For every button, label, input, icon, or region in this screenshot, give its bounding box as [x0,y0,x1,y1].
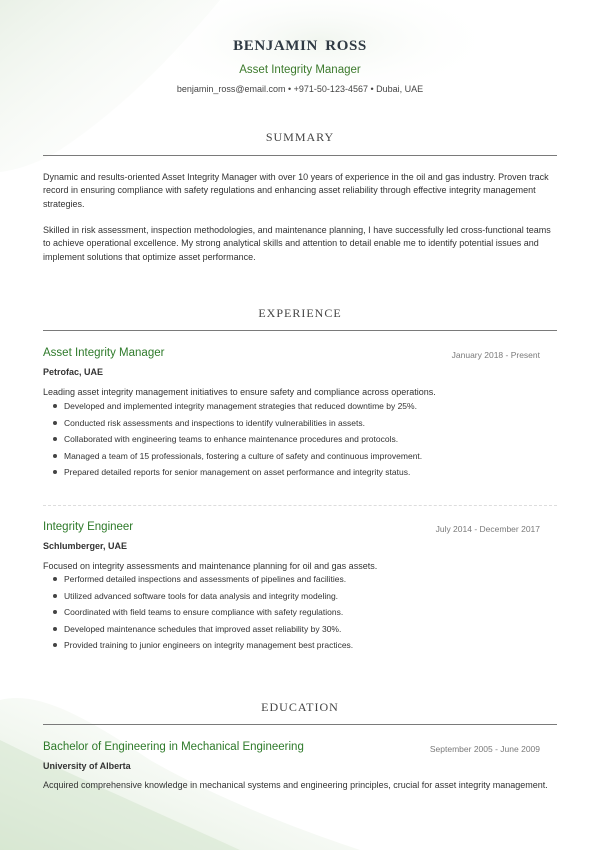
list-item: Performed detailed inspections and assessments of pipelines and facilities. [43,572,557,589]
education-divider [43,724,557,725]
bullet-icon [53,454,57,458]
list-item: Coordinated with field teams to ensure compliance with safety regulations. [43,605,557,622]
job-title: Asset Integrity Manager [43,347,165,359]
list-item: Conducted risk assessments and inspections to identify vulnerabilities in assets. [43,416,557,433]
bullet-icon [53,437,57,441]
bullet-icon [53,643,57,647]
bullet-icon [53,470,57,474]
list-item: Managed a team of 15 professionals, fostering a culture of safety and continuous improvement. [43,449,557,466]
list-item: Developed maintenance schedules that improved asset reliability by 30%. [43,622,557,639]
summary-paragraph-2: Skilled in risk assessment, inspection methodologies, and maintenance planning, I have successfully led cross-functional teams to achieve operational excellence. My strong analytical skills and attention to detail enable me to identify potential issues and implement solutions that optimize asset performance. [43,225,551,262]
job-title: Integrity Engineer [43,521,134,533]
job-bullet-list [43,572,557,655]
summary-heading: SUMMARY [265,130,335,144]
list-item: Utilized advanced software tools for data analysis and integrity modeling. [43,589,557,606]
job-intro: Focused on integrity assessments and maintenance planning for oil and gas assets. [43,561,378,571]
job-separator [43,505,557,506]
candidate-role: Asset Integrity Manager [239,64,361,76]
list-item: Provided training to junior engineers on integrity management best practices. [43,638,557,655]
degree-title: Bachelor of Engineering in Mechanical Engineering [43,741,304,753]
education-dates: September 2005 - June 2009 [429,744,540,754]
experience-heading: EXPERIENCE [258,306,342,320]
list-item: Collaborated with engineering teams to enhance maintenance procedures and protocols. [43,432,557,449]
summary-paragraph-1: Dynamic and results-oriented Asset Integrity Manager with over 10 years of experience in the oil and gas industry. Proven track record in ensuring compliance with safety regulations and enhancing asset reliability through effective integrity management strategies. [43,172,549,209]
candidate-name: BENJAMIN ROSS [233,38,367,54]
job-bullet-list [43,399,557,482]
experience-divider [43,330,557,331]
education-description: Acquired comprehensive knowledge in mechanical systems and engineering principles, crucial for asset integrity management. [43,780,548,790]
job-company: Schlumberger, UAE [43,541,128,551]
bullet-icon [53,594,57,598]
list-item: Developed and implemented integrity management strategies that reduced downtime by 25%. [43,399,557,416]
job-dates: July 2014 - December 2017 [435,524,540,534]
list-item: Prepared detailed reports for senior management on asset performance and integrity status. [43,465,557,482]
job-dates: January 2018 - Present [451,350,540,360]
bullet-icon [53,404,57,408]
bullet-icon [53,577,57,581]
contact-line: benjamin_ross@email.com • +971-50-123-4567 • Dubai, UAE [176,84,424,94]
school-name: University of Alberta [43,761,131,771]
education-heading: EDUCATION [261,700,339,714]
bullet-icon [53,421,57,425]
summary-divider [43,155,557,156]
job-intro: Leading asset integrity management initiatives to ensure safety and compliance across operations. [43,387,436,397]
job-company: Petrofac, UAE [43,367,104,377]
bullet-icon [53,610,57,614]
bullet-icon [53,627,57,631]
